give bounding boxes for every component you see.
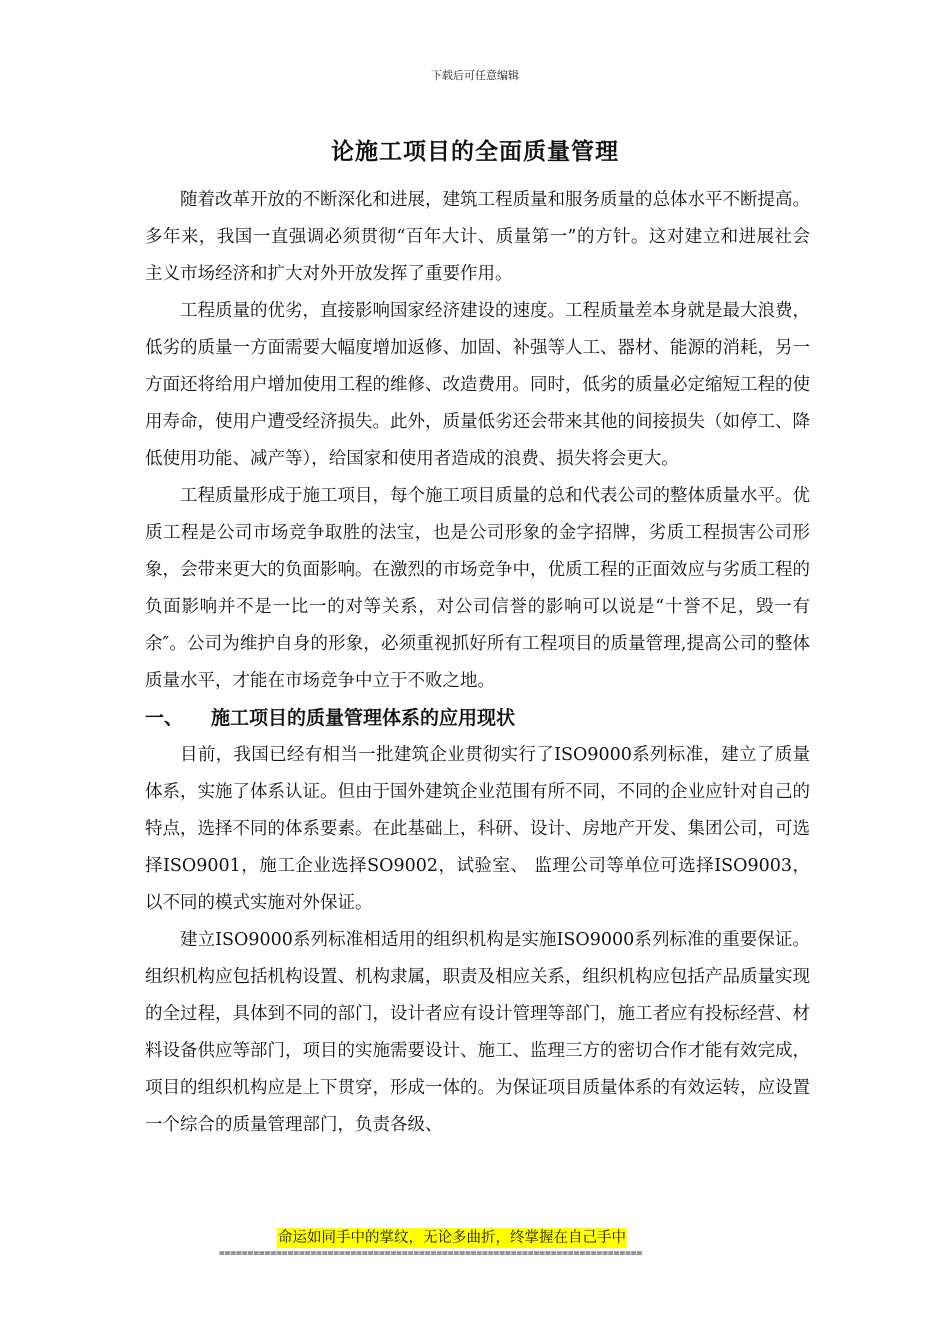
section-1-paragraph-1: 目前，我国已经有相当一批建筑企业贯彻实行了ISO9000系列标准，建立了质量体系，实施了体系认证。但由于国外建筑企业范围有所不同，不同的企业应针对自己的特点，选择不同的体系要素。在此基础上，科研、设计、房地产开发、集团公司，可选择ISO9001，施工企业选择SO9002，试验室、 监理公司等单位可选择ISO9003，以不同的模式实施对外保证。 <box>145 745 810 913</box>
document-body <box>145 182 810 1144</box>
document-title: 论施工项目的全面质量管理 <box>331 138 619 165</box>
footer-rule: ========================================================================== <box>219 1248 643 1259</box>
footer-motto: 命运如同手中的掌纹，无论多曲折，终掌握在自己手中 <box>278 1230 626 1246</box>
section-1-title: 施工项目的质量管理体系的应用现状 <box>211 707 516 729</box>
paragraph-2: 工程质量的优劣，直接影响国家经济建设的速度。工程质量差本身就是最大浪费，低劣的质量一方面需要大幅度增加返修、加固、补强等人工、器材、能源的消耗，另一方面还将给用户增加使用工程的维修、改造费用。同时，低劣的质量必定缩短工程的使用寿命，使用户遭受经济损失。此外，质量低劣还会带来其他的间接损失（如停工、降低使用功能、减产等），给国家和使用者造成的浪费、损失将会更大。 <box>145 301 810 469</box>
section-1-paragraph-2: 建立ISO9000系列标准相适用的组织机构是实施ISO9000系列标准的重要保证。组织机构应包括机构设置、机构隶属，职责及相应关系，组织机构应包括产品质量实现的全过程，具体到不同的部门，设计者应有设计管理等部门，施工者应有投标经营、材料设备供应等部门，项目的实施需要设计、施工、监理三方的密切合作才能有效完成，项目的组织机构应是上下贯穿，形成一体的。为保证项目质量体系的有效运转，应设置一个综合的质量管理部门，负责各级、 <box>145 930 810 1135</box>
section-1-heading <box>145 700 810 737</box>
download-note: 下载后可任意编辑 <box>431 69 519 82</box>
section-1-number: 一、 <box>145 707 184 729</box>
paragraph-3: 工程质量形成于施工项目，每个施工项目质量的总和代表公司的整体质量水平。优质工程是公司市场竞争取胜的法宝，也是公司形象的金字招牌，劣质工程损害公司形象，会带来更大的负面影响。在激烈的市场竞争中，优质工程的正面效应与劣质工程的负面影响并不是一比一的对等关系，对公司信誉的影响可以说是“十誉不足，毁一有余″。公司为维护自身的形象，必须重视抓好所有工程项目的质量管理,提高公司的整体质量水平，才能在市场竞争中立于不败之地。 <box>145 486 810 691</box>
paragraph-1: 随着改革开放的不断深化和进展，建筑工程质量和服务质量的总体水平不断提高。多年来，我国一直强调必须贯彻“百年大计、质量第一”的方针。这对建立和进展社会主义市场经济和扩大对外开放发挥了重要作用。 <box>145 190 810 284</box>
